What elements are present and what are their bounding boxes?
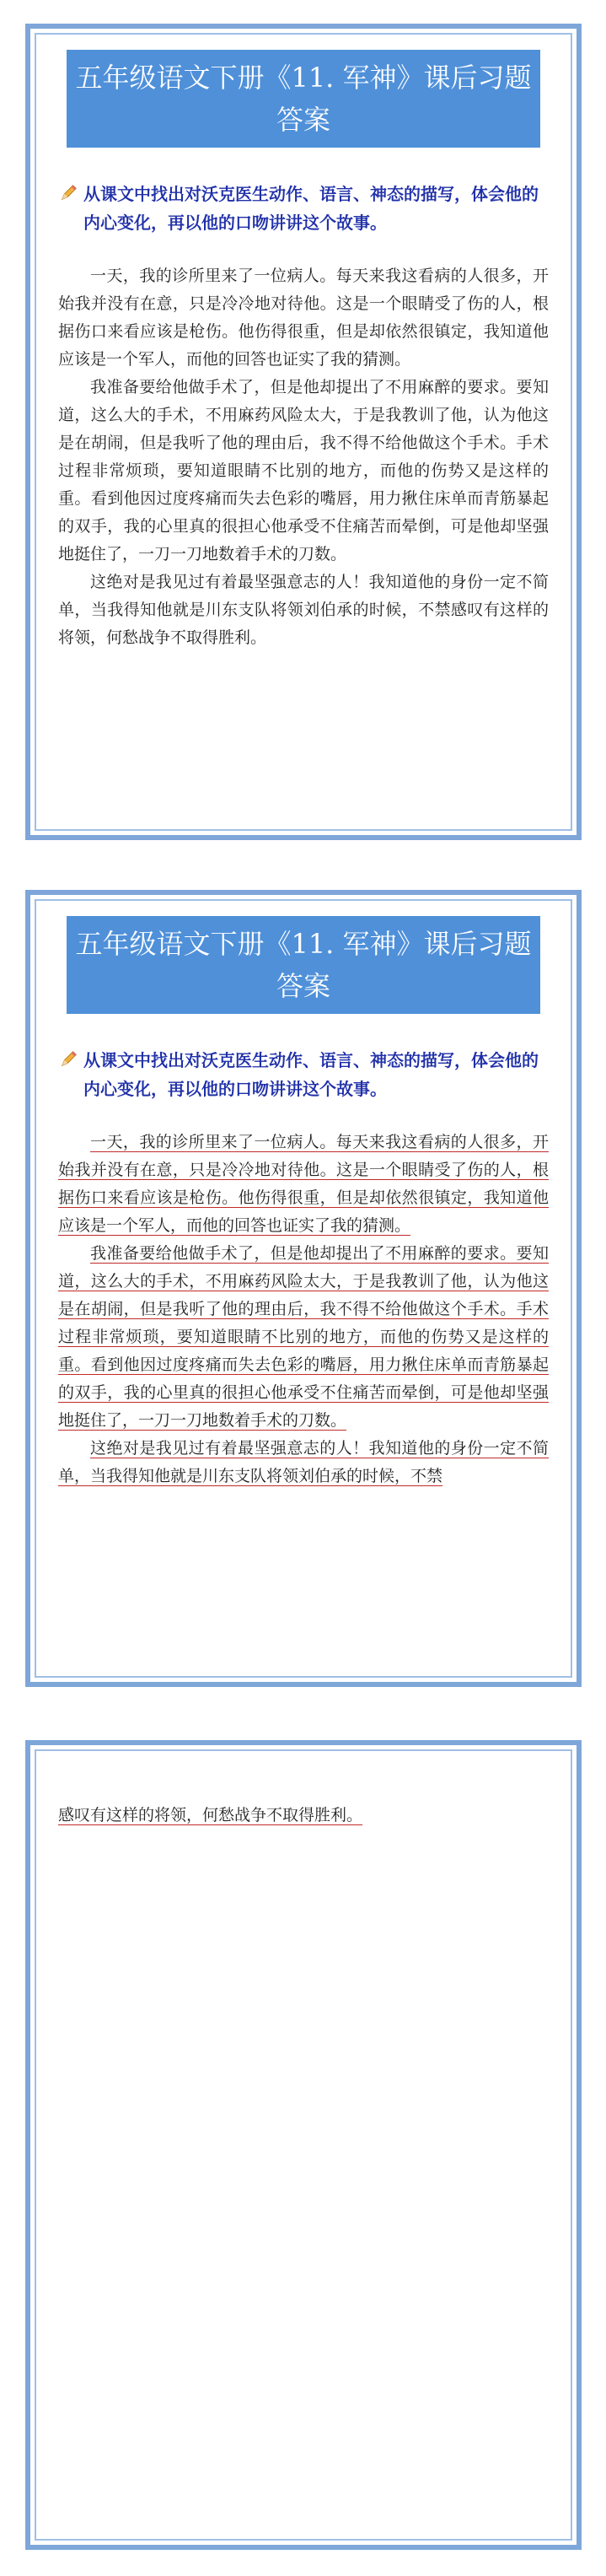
answer-paragraph: 一天，我的诊所里来了一位病人。每天来我这看病的人很多，开始我并没有在意，只是冷冷地对待他。这是一个眼睛受了伤的人，根据伤口来看应该是枪伤。他伤得很重，但是却依然很镇定，我知道他应该是一个军人，而他的回答也证实了我的猜测。	[58, 1133, 549, 1235]
answer-paragraph: 我准备要给他做手术了，但是他却提出了不用麻醉的要求。要知道，这么大的手术，不用麻药风险太大，于是我教训了他，认为他这是在胡闹，但是我听了他的理由后，我不得不给他做这个手术。手术过程非常烦琐，要知道眼睛不比别的地方，而他的伤势又是这样的重。看到他因过度疼痛而失去色彩的嘴唇，用力揪住床单而青筋暴起的双手，我的心里真的很担心他承受不住痛苦而晕倒，可是他却坚强地挺住了，一刀一刀地数着手术的刀数。	[58, 1244, 549, 1430]
question	[58, 1046, 549, 1103]
answer-paragraph: 一天，我的诊所里来了一位病人。每天来我这看病的人很多，开始我并没有在意，只是冷冷地对待他。这是一个眼睛受了伤的人，根据伤口来看应该是枪伤。他伤得很重，但是却依然很镇定，我知道他应该是一个军人，而他的回答也证实了我的猜测。	[58, 267, 549, 369]
page-title: 五年级语文下册《11. 军神》课后习题答案	[67, 916, 540, 1014]
answer-continuation: 感叹有这样的将领，何愁战争不取得胜利。	[58, 1806, 363, 1824]
page-title: 五年级语文下册《11. 军神》课后习题答案	[67, 50, 540, 148]
card-frame	[35, 1749, 572, 2541]
card-frame	[35, 33, 572, 831]
answer-paragraph: 这绝对是我见过有着最坚强意志的人！我知道他的身份一定不简单，当我得知他就是川东支队将领刘伯承的时候，不禁感叹有这样的将领，何愁战争不取得胜利。	[58, 573, 549, 647]
answer-paragraph: 这绝对是我见过有着最坚强意志的人！我知道他的身份一定不简单，当我得知他就是川东支队将领刘伯承的时候，不禁	[58, 1439, 549, 1485]
answer-card-annotated	[25, 890, 582, 1687]
pencil-icon	[60, 1049, 78, 1068]
answer-text	[58, 1129, 549, 1490]
question	[58, 180, 549, 237]
answer-text	[58, 262, 549, 652]
answer-card-plain	[25, 24, 582, 840]
answer-card-continuation	[25, 1740, 582, 2550]
question-text: 从课文中找出对沃克医生动作、语言、神态的描写，体会他的内心变化，再以他的口吻讲讲这个故事。	[83, 1050, 539, 1099]
question-text: 从课文中找出对沃克医生动作、语言、神态的描写，体会他的内心变化，再以他的口吻讲讲这个故事。	[83, 184, 539, 233]
pencil-icon	[60, 183, 78, 202]
card-frame	[35, 899, 572, 1678]
answer-paragraph: 我准备要给他做手术了，但是他却提出了不用麻醉的要求。要知道，这么大的手术，不用麻药风险太大，于是我教训了他，认为他这是在胡闹，但是我听了他的理由后，我不得不给他做这个手术。手术过程非常烦琐，要知道眼睛不比别的地方，而他的伤势又是这样的重。看到他因过度疼痛而失去色彩的嘴唇，用力揪住床单而青筋暴起的双手，我的心里真的很担心他承受不住痛苦而晕倒，可是他却坚强地挺住了，一刀一刀地数着手术的刀数。	[58, 378, 549, 563]
